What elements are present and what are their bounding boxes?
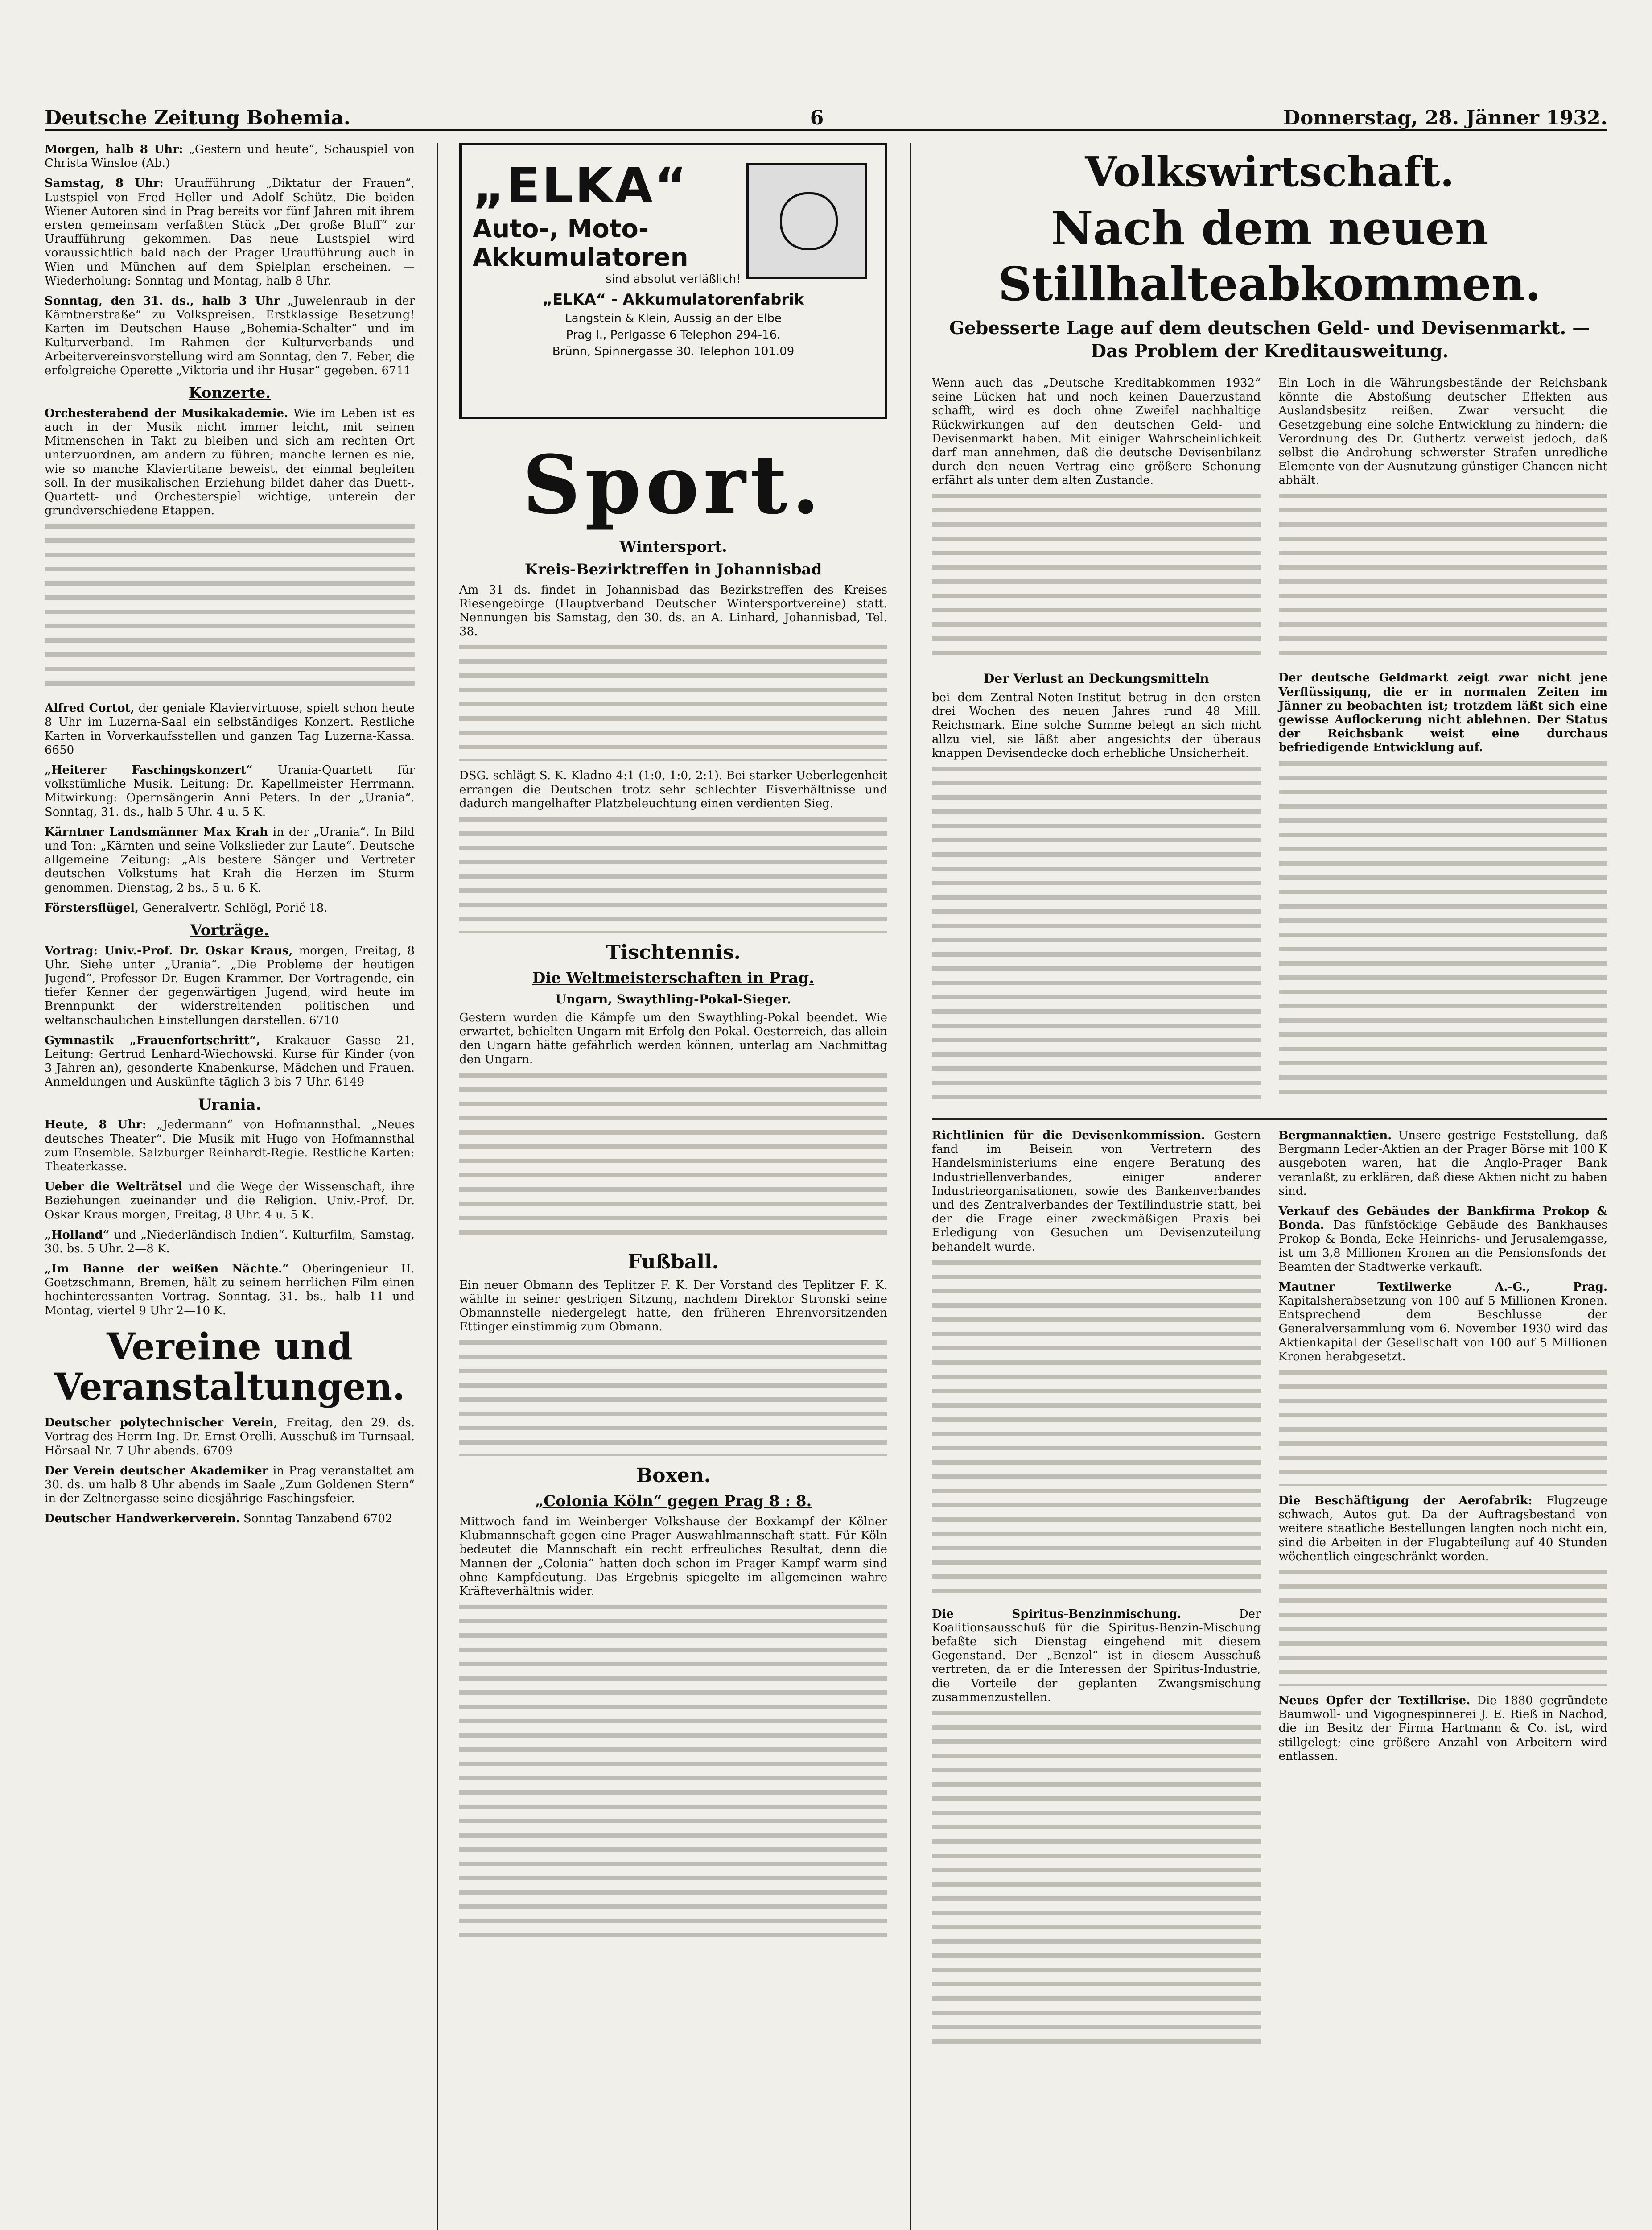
notice: Orchesterabend der Musikakademie. Wie im Leben ist es auch in der Musik nicht immer leicht, mit seinen Mitmenschen in Takt zu bleiben und sich am rechten Ort unterzuordnen, am andern zu führen; manche lernen es nie, wie so manche Klaviertitane beweist, der einmal begleiten soll. In der musikalischen Erziehung bildet daher das Duett-, Quartett- und Orchesterspiel wichtige, unterein der grundverschiedene Etappen. [45, 406, 415, 518]
ad-product: Auto-, Moto- [473, 215, 649, 244]
notice: „Im Banne der weißen Nächte.“ Oberingenieur H. Goetzschmann, Bremen, hält zu seinem herrlichen Film einen hochinteressanten Vortrag. Sonntag, 31. bs., halb 11 und Montag, viertel 9 Uhr 2—10 K. [45, 1262, 415, 1317]
column-rule [437, 143, 438, 2230]
column-sport [459, 143, 887, 2230]
text-block [459, 1073, 887, 1243]
article-columns [932, 376, 1607, 1114]
text-block [459, 1340, 887, 1456]
ad-address: Brünn, Spinnergasse 30. Telephon 101.09 [552, 345, 795, 359]
article-text: Gestern wurden die Kämpfe um den Swaythling-Pokal beendet. Wie erwartet, behielten Ungarn mit Erfolg den Pokal. Oesterreich, das allein den Ungarn hätte gefährlich werden können, unterlag am Nachmittag den Ungarn. [459, 1011, 887, 1066]
notice: Richtlinien für die Devisenkommission. Gestern fand im Beisein von Vertretern des Handelsministeriums eine engere Beratung des Industriellenverbandes, einiger anderer Industrieorganisationen, sowie des Bankenverbandes und des Zentralverbandes der Textilindustrie statt, bei der die Frage einer zweckmäßigen Praxis bei Erledigung von Gesuchen um Devisenzuteilung behandelt wurde. [932, 1129, 1261, 1254]
text-block [459, 1605, 887, 1944]
article-deck: Gebesserte Lage auf dem deutschen Geld- und Devisenmarkt. — Das Problem der Kreditausweitung. [949, 317, 1590, 362]
text-block [1279, 494, 1608, 663]
heading-colonia: „Colonia Köln“ gegen Prag 8 : 8. [535, 1492, 812, 1511]
battery-icon [746, 163, 867, 279]
notice: Vortrag: Univ.-Prof. Dr. Oskar Kraus, morgen, Freitag, 8 Uhr. Siehe unter „Urania“. „Die Probleme der heutigen Jugend“, Professor Dr. Eugen Krammer. Der Vortragende, ein tiefer Kenner der gegenwärtigen Jugend, wird heute im Brennpunkt der widerstreitenden politischen und weltanschaulichen Einstellungen darstellen. 6710 [45, 944, 415, 1027]
notice: Neues Opfer der Textilkrise. Die 1880 gegründete Baumwoll- und Vigognespinnerei J. E. Rieß in Nachod, die im Besitz der Firma Hartmann & Co. ist, wird stillgelegt; eine größere Anzahl von Arbeitern wird entlassen. [1278, 1693, 1607, 1763]
notice: Gymnastik „Frauenfortschritt“, Krakauer Gasse 21, Leitung: Gertrud Lenhard-Wiechowski. Kurse für Kinder (von 3 Jahren an), gesonderte Knabenkurse, Mädchen und Frauen. Anmeldungen und Auskünfte täglich 3 bis 7 Uhr. 6149 [45, 1033, 415, 1089]
notice: Kärntner Landsmänner Max Krah in der „Urania“. In Bild und Ton: „Kärnten und seine Volkslieder zur Laute“. Deutsche allgemeine Zeitung: „Als bestere Sänger und Vertreter deutschen Volkstums hat Krah die Herzen im Sturm genommen. Dienstag, 2 bs., 5 u. 6 K. [45, 825, 415, 895]
news-left [932, 1129, 1261, 2058]
article-text: bei dem Zentral-Noten-Institut betrug in den ersten drei Wochen des neuen Jahres rund 48 Mill. Reichsmark. Eine solche Summe belegt an sich nicht allzu viel, sie läßt aber angesichts der überaus knappen Devisendecke doch erhebliche Unsicherheit. [932, 691, 1261, 760]
notice: Verkauf des Gebäudes der Bankfirma Prokop & Bonda. Das fünfstöckige Gebäude des Bankhauses Prokop & Bonda, Ecke Heinrichs- und Jerusalemgasse, ist um 3,8 Millionen Kronen an die Pensionsfonds der Beamten der Stadtwerke verkauft. [1278, 1204, 1607, 1274]
heading-boxen: Boxen. [635, 1464, 711, 1487]
heading-kreistreffen: Kreis-Bezirktreffen in Johannisbad [524, 560, 822, 578]
heading-weltmeisterschaft: Die Weltmeisterschaften in Prag. [532, 969, 815, 987]
notice: Förstersflügel, Generalvertr. Schlögl, Porič 18. [45, 901, 328, 915]
notice: Deutscher Handwerkerverein. Sonntag Tanzabend 6702 [45, 1512, 393, 1526]
notice: Samstag, 8 Uhr: Uraufführung „Diktatur der Frauen“, Lustspiel von Fred Heller und Adolf Schütz. Die beiden Wiener Autoren sind in Prag bereits vor fünf Jahren mit ihrem ersten gemeinsam verfaßten Stück „Der große Bluff“ zur Uraufführung gekommen. Das neue Lustspiel wird voraussichtlich bald nach der Prager Uraufführung auch in Wien und München auf dem Spielplan erscheinen. — Wiederholung: Sonntag und Montag, halb 8 Uhr. [45, 177, 415, 288]
text-block [459, 645, 887, 761]
text-block [1279, 1570, 1608, 1686]
heading-swaythling: Ungarn, Swaythling-Pokal-Sieger. [555, 991, 791, 1007]
ad-tagline: sind absolut verläßlich! [606, 272, 741, 286]
column-rule [910, 143, 911, 2230]
news-right [1279, 1129, 1608, 2058]
notice: Heute, 8 Uhr: „Jedermann“ von Hofmannsthal. „Neues deutsches Theater“. Die Musik mit Hugo von Hofmannsthal zum Ensemble. Salzburger Reinhardt-Regie. Restliche Karten: Theaterkasse. [45, 1118, 415, 1173]
article-text: Wenn auch das „Deutsche Kreditabkommen 1932“ seine Lücken hat und noch keinen Dauerzustand schafft, wird es doch ohne Zweifel nachhaltige Rückwirkungen auf den deutschen Geld- und Devisenmarkt haben. Mit einiger Wahrscheinlichkeit darf man annehmen, daß die deutsche Devisenbilanz durch den neuen Vertrag eine größere Schonung erfährt als unter dem alten Zustande. [932, 376, 1261, 487]
notice: Die Beschäftigung der Aerofabrik: Flugzeuge schwach, Autos gut. Da der Auftragsbestand von weitere staatliche Bestellungen langten noch nicht ein, sind die Arbeiten in der Flugabteilung auf 40 Stunden wöchentlich eingeschränkt worden. [1278, 1494, 1607, 1563]
article-headline: Nach dem neuen Stillhalteabkommen. [998, 201, 1541, 312]
section-heading-vortraege: Vorträge. [190, 921, 269, 939]
advertisement-elka [459, 143, 887, 419]
ad-firm: Langstein & Klein, Aussig an der Elbe [565, 311, 782, 325]
notice: Ueber die Welträtsel und die Wege der Wissenschaft, ihre Beziehungen zueinander und die Religion. Univ.-Prof. Dr. Oskar Kraus morgen, Freitag, 8 Uhr. 4 u. 5 K. [45, 1180, 415, 1222]
ad-address: Prag I., Perlgasse 6 Telephon 294-16. [566, 328, 781, 342]
article-text: Am 31 ds. findet in Johannisbad das Bezirkstreffen des Kreises Riesengebirge (Hauptverband Deutscher Wintersportvereine) statt. Nennungen bis Samstag, den 30. ds. an A. Linhard, Johannisbad, Tel. 38. [459, 583, 887, 639]
section-heading-sport: Sport. [522, 438, 824, 532]
column-theater [45, 143, 415, 2230]
ad-product: Akkumulatoren [473, 243, 688, 273]
article-left [932, 376, 1261, 1114]
notice: Alfred Cortot, der geniale Klaviervirtuose, spielt schon heute 8 Uhr im Luzerna-Saal ein selbständiges Konzert. Restliche Karten in Vorverkaufsstellen und ganzen Tag Luzerna-Kassa. 6650 [45, 702, 415, 757]
text-block [1279, 1370, 1608, 1486]
article-text: Ein neuer Obmann des Teplitzer F. K. Der Vorstand des Teplitzer F. K. wählte in seiner gestrigen Sitzung, nachdem Direktor Stronski seine Obmannstelle niedergelegt hatte, den früheren Ehrenvorsitzenden Ettinger einstimmig zum Obmann. [459, 1278, 887, 1334]
text-block [932, 1260, 1261, 1599]
newspaper-page [45, 27, 1607, 2230]
section-heading-konzerte: Konzerte. [188, 384, 271, 402]
heading-fussball: Fußball. [628, 1250, 719, 1273]
section-heading-urania: Urania. [198, 1095, 261, 1114]
article-text: Ein Loch in die Währungsbestände der Reichsbank könnte die Abstoßung deutscher Effekten aus Auslandsbesitz reißen. Zwar versucht die Gesetzgebung eine solche Entwicklung zu hindern; die Verordnung des Dr. Guthertz verweist jedoch, daß selbst die Androhung schwerster Strafen unredliche Elemente von der Ausnutzung günstiger Chancen nicht abhält. [1278, 376, 1607, 487]
text-block [932, 494, 1261, 663]
article-text: DSG. schlägt S. K. Kladno 4:1 (1:0, 1:0, 2:1). Bei starker Ueberlegenheit errangen die Deutschen trotz sehr schlechter Eisverhältnisse und dadurch mangelhafter Platzbeleuchtung einen verdienten Sieg. [459, 769, 887, 810]
issue-date: Donnerstag, 28. Jänner 1932. [1283, 107, 1607, 129]
article-right [1279, 376, 1608, 1114]
text-block [45, 524, 415, 694]
page-number: 6 [810, 107, 824, 129]
notice: Deutscher polytechnischer Verein, Freitag, den 29. ds. Vortrag des Herrn Ing. Dr. Ernst Orelli. Ausschuß im Turnsaal. Hörsaal Nr. 7 Uhr abends. 6709 [45, 1416, 415, 1458]
heading-wintersport: Wintersport. [619, 538, 727, 556]
paper-title: Deutsche Zeitung Bohemia. [45, 107, 351, 129]
text-block [932, 767, 1261, 1106]
section-heading-vereine: Vereine und Veranstaltungen. [54, 1325, 405, 1409]
subheading: Der Verlust an Deckungsmitteln [983, 671, 1209, 686]
article-text: Der deutsche Geldmarkt zeigt zwar nicht jene Verflüssigung, die er in normalen Zeiten im Jänner zu beobachten ist; trotzdem läßt sich eine gewisse Auflockerung nicht ablehnen. Der Status der Reichsbank weist eine durchaus befriedigende Entwicklung auf. [1278, 671, 1607, 755]
text-block [459, 817, 887, 933]
notice: Morgen, halb 8 Uhr: „Gestern und heute“, Schauspiel von Christa Winsloe (Ab.) [45, 143, 415, 170]
text-block [1279, 761, 1608, 1100]
ad-brand: „ELKA“ [473, 157, 689, 214]
notice: Bergmannaktien. Unsere gestrige Feststellung, daß Bergmann Leder-Aktien an der Prager Börse mit 100 K ausgeboten waren, hat die Anglo-Prager Bank veranlaßt, zu erklären, daß diese Aktien nicht zu haben sind. [1278, 1129, 1607, 1198]
news-columns [932, 1118, 1607, 2058]
text-block [932, 1711, 1261, 2050]
notice: „Holland“ und „Niederländisch Indien“. Kulturfilm, Samstag, 30. bs. 5 Uhr. 2—8 K. [45, 1228, 415, 1255]
heading-tischtennis: Tischtennis. [606, 941, 741, 964]
notice: Mautner Textilwerke A.-G., Prag. Kapitalsherabsetzung von 100 auf 5 Millionen Kronen. Entsprechend dem Beschlusse der Generalversammlung vom 6. November 1930 wird das Aktienkapital der Gesellschaft von 100 auf 5 Millionen Kronen herabgesetzt. [1278, 1280, 1607, 1363]
notice: Der Verein deutscher Akademiker in Prag veranstaltet am 30. ds. um halb 8 Uhr abends im Saale „Zum Goldenen Stern“ in der Zeltnergasse seine diesjährige Faschingsfeier. [45, 1464, 415, 1506]
section-heading-volkswirtschaft: Volkswirtschaft. [1085, 148, 1454, 196]
notice: Die Spiritus-Benzinmischung. Der Koalitionsausschuß für die Spiritus-Benzin-Mischung befaßte sich Dienstag eingehend mit diesem Gegenstand. Der „Benzol“ ist in diesem Ausschuß vertreten, da er die Interessen der Spiritus-Industrie, die Vorteile der geplanten Zwangsmischung zusammenzustellen. [932, 1607, 1261, 1704]
column-economy [932, 143, 1607, 2230]
page-header [45, 103, 1607, 131]
notice: Sonntag, den 31. ds., halb 3 Uhr „Juwelenraub in der Kärntnerstraße“ zu Volkspreisen. Erstklassige Besetzung! Karten im Deutschen Hause „Bohemia-Schalter“ und im Kulturverband. Im Rahmen der Kulturverbands- und Arbeitervereinsvorstellung wird am Sonntag, den 7. Feber, die erfolgreiche Operette „Viktoria und ihr Husar“ gegeben. 6711 [45, 294, 415, 377]
article-text: Mittwoch fand im Weinberger Volkshause der Boxkampf der Kölner Klubmannschaft gegen eine Prager Auswahlmannschaft statt. Für Köln bedeutet die Mannschaft ein recht erfreuliches Resultat, denn die Mannen der „Colonia“ hatten doch schon im Prager Kampf warm sind ohne Kampfdeutung. Das Ergebnis spiegelte im allgemeinen wahre Kräfteverhältnis wider. [459, 1515, 887, 1598]
notice: „Heiterer Faschingskonzert“ Urania-Quartett für volkstümliche Musik. Leitung: Dr. Kapellmeister Herrmann. Mitwirkung: Opernsängerin Anni Peters. In der „Urania“. Sonntag, 31. ds., halb 5 Uhr. 4 u. 5 K. [45, 764, 415, 819]
ad-maker: „ELKA“ - Akkumulatorenfabrik [542, 290, 804, 309]
